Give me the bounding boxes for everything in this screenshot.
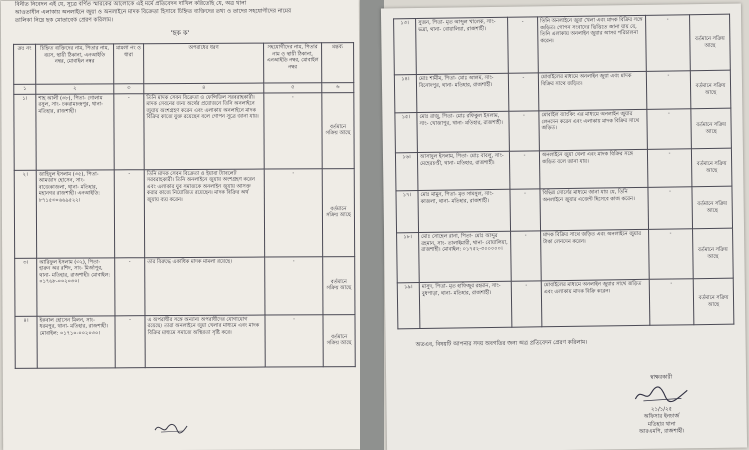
- offender-table-left: [13, 42, 356, 368]
- column-number: ২: [36, 84, 114, 94]
- person-cell: ইকবাল হোসেন মিলন, সাং- ধরমপুর, থানা- মতিহার, রাজশাহী। মোবাইল: ০১৭১০-০০২০৩০।: [37, 315, 115, 367]
- serial-cell: ১৮।: [397, 233, 420, 283]
- status-cell: বর্তমানে সক্রিয় আছে: [691, 108, 732, 149]
- case-cell: -: [115, 257, 145, 315]
- associates-cell: -: [647, 109, 692, 150]
- case-cell: -: [509, 111, 540, 151]
- signature-block: [616, 374, 707, 437]
- person-cell: জাহিদুল ইসলাম (৩৫), পিতা- আমজাদ হোসেন, সাং- বাজেকাজলা, থানা- মতিহার, মহানগর রাজশাহী। এনআইডি: ৮৭১৫৩০৬৬৯৫২২।: [36, 169, 114, 257]
- status-cell: বর্তমানে সক্রিয় আছে: [323, 256, 355, 314]
- case-cell: -: [115, 315, 145, 367]
- case-cell: -: [511, 231, 542, 281]
- signatory-title: অফিসার ইনচার্জ: [643, 413, 680, 420]
- person-cell: আরিফুল ইসলাম (৩২), পিতা- হারুন অর রশিদ, সাং- মির্জাপুর, থানা- মতিহার, রাজশাহী। মোবাইল: ০১৭৬৮-০০২০৩০।: [37, 257, 115, 315]
- column-number: ১: [14, 84, 36, 94]
- offense-cell: মোবাইলের মাধ্যমে অনলাইন জুয়ার সাথে জড়িত এবং এলাকায় মাদক বিক্রি করেন।: [541, 279, 650, 327]
- serial-cell: ২।: [14, 170, 36, 258]
- column-number: ৫: [264, 83, 322, 93]
- person-cell: মোঃ সোহেল রানা, পিতা- মোঃ আব্দুর রহমান, সাং- তালাইমারী, থানা- বোয়ালিয়া, রাজশাহী। মোবাইল: ০১৭৫২-৩০০০০০।: [419, 231, 512, 282]
- left-document-page: [1, 0, 361, 450]
- offense-cell: তিনি মাদক সেবন বিক্রেতা ও ইয়াবা ট্যাবলেট সরবরাহকারী। তিনি অনলাইনে জুয়ায় অংশগ্রহণ করেন এবং এলাকার যুব সমাজকে অনলাইন জুয়ায় আসক্ত করার কাজে নিয়োজিত রয়েছেন। মাদক বিক্রির অর্থ জুয়ায় ব্যয় করেন।: [144, 169, 264, 258]
- serial-cell: ১৪।: [394, 75, 417, 113]
- associates-cell: -: [648, 187, 693, 230]
- person-cell: মোঃ শামীম, পিতা- মোঃ আলম, সাং- বিনোদপুর, থানা- মতিহার, রাজশাহী।: [416, 73, 509, 112]
- status-cell: বর্তমানে সক্রিয় আছে: [693, 278, 734, 325]
- table-row: [395, 108, 732, 153]
- serial-cell: ১।: [14, 94, 36, 170]
- intro-line: বিনীত নিবেদন এই যে, সূত্রে বর্ণিত স্মারকের আলোকে এই মর্মে প্রতিবেদন দাখিল করিতেছি যে, অত্র থানা: [14, 0, 247, 8]
- associates-cell: -: [265, 314, 323, 366]
- status-cell: বর্তমানে সক্রিয় আছে: [690, 70, 731, 109]
- header-cell: মন্তব্য: [322, 43, 354, 83]
- page-gap: [360, 0, 384, 450]
- header-cell: চিহ্নিত ব্যক্তিদের নাম, পিতার নাম, বয়স, স্থায়ী ঠিকানা, এনআইডি নম্বর, মোবাইল নম্বর: [36, 44, 114, 84]
- offense-cell: মোবাইল ব্যাংকিং এর মাধ্যমে অনলাইন জুয়ার লেনদেন করেন এবং এলাকায় মাদক বিক্রির সাথে জড়িত।: [539, 109, 648, 151]
- table-row: [394, 70, 730, 113]
- signature-label: স্বাক্ষরকারী: [650, 374, 673, 381]
- table-header-row: [14, 43, 354, 85]
- table-row: [397, 278, 734, 329]
- column-number: ৬: [322, 83, 354, 93]
- status-cell: বর্তমানে সক্রিয় আছে: [322, 92, 354, 168]
- associates-cell: -: [649, 229, 694, 280]
- offense-cell: তিনি মাদক সেবন বিক্রেতা ও ফেন্সিডিল সরবরাহকারী। মাদক সেবনের জন্য অর্থের প্রয়োজনে তিনি অনলাইনে জুয়ায় অংশগ্রহণ করেন এবং এলাকায় অনলাইনে মাদক বিক্রির কাজে যুক্ত রয়েছেন বলে গোপন সূত্রে জানা যায়।: [144, 93, 264, 170]
- header-cell: মামলা নং ও ধারা: [114, 44, 144, 84]
- case-cell: -: [511, 281, 542, 327]
- status-cell: বর্তমানে সক্রিয় আছে: [690, 14, 731, 71]
- table-row: [14, 92, 354, 170]
- offense-cell: মোবাইলের মাধ্যমে অনলাইন জুয়া এবং মাদক বিক্রির সাথে জড়িত।: [538, 71, 647, 111]
- case-cell: -: [509, 151, 540, 189]
- offense-cell: তার বিরুদ্ধে একাধিক মাদক মামলা রয়েছে।: [145, 257, 265, 316]
- serial-cell: ১৭।: [396, 191, 419, 233]
- signatory-office: মতিহার থানা: [647, 420, 676, 428]
- status-cell: বর্তমানে সক্রিয় আছে: [693, 228, 734, 279]
- case-cell: -: [114, 169, 144, 257]
- table-row: [15, 256, 355, 316]
- person-cell: মোঃ রাজু, পিতা- মোঃ রফিকুল ইসলাম, সাং- খোজাপুর, থানা- মতিহার, রাজশাহী।: [417, 111, 510, 152]
- person-cell: মোঃ মামুন, পিতা- মৃত সামসুল, সাং- কাজলা, থানা- মতিহার, রাজশাহী।: [418, 189, 511, 232]
- status-cell: বর্তমানে সক্রিয় আছে: [323, 314, 355, 366]
- serial-cell: ৪।: [15, 316, 37, 368]
- serial-cell: ১৫।: [395, 113, 418, 153]
- associates-cell: -: [649, 279, 694, 326]
- serial-cell: ১৩।: [394, 19, 417, 75]
- table-row: [394, 14, 731, 75]
- associates-cell: -: [647, 149, 692, 188]
- associates-cell: -: [646, 71, 691, 110]
- serial-cell: ৩।: [15, 258, 37, 316]
- serial-cell: ১৯।: [397, 283, 420, 329]
- associates-cell: -: [646, 15, 691, 72]
- table-row: [395, 148, 731, 191]
- table-row: [397, 228, 734, 283]
- table-row: [396, 186, 733, 233]
- intro-line: তালিকা নিম্নে ছক মোতাবেক প্রেরণ করিলাম।: [14, 17, 114, 24]
- status-cell: বর্তমানে সক্রিয় আছে: [691, 148, 732, 187]
- column-number: ৩: [114, 84, 144, 94]
- closing-statement: অতএব, বিষয়টি আপনার সদয় অবগতির জন্য অত্র প্রতিবেদন প্রেরণ করিলাম।: [415, 339, 588, 349]
- associates-cell: -: [265, 256, 323, 314]
- offense-cell: এ অপরাধীর সঙ্গে অন্যান্য অপরাধীদের যোগাযোগ রয়েছে। তারা অনলাইনে জুয়া খেলার মাধ্যমে এবং মাদক বিক্রির মাধ্যমে সমাজে অস্থিরতা সৃষ্টি করে।: [145, 315, 265, 368]
- offender-table-right: [393, 14, 734, 330]
- signature-date: ২১/১/২৫: [650, 406, 673, 413]
- intro-line: আওতাধীন এলাকায় অনলাইনে জুয়া ও অনলাইনে মাদক বিক্রেতা হিসাবে চিহ্নিত ব্যক্তিদের তথ্য ও তাদের সহযোগীদের নামের: [14, 8, 292, 16]
- table-caption: 'ছক ক': [170, 28, 190, 38]
- status-cell: বর্তমানে সক্রিয় আছে: [322, 168, 354, 256]
- person-cell: মাসুদ, পিতা- মৃত হাফিজুর রহমান, সাং- বুধপাড়া, থানা- মতিহার, রাজশাহী।: [419, 281, 512, 328]
- header-cell: ক্রঃ নং: [14, 44, 36, 84]
- offense-cell: অনলাইনে জুয়া খেলা এবং মাদক বিক্রির সঙ্গে জড়িত বলে জানা যায়।: [539, 149, 648, 189]
- offense-cell: মাদক বিক্রির সাথে জড়িত এবং অনলাইনে জুয়ার টাকা লেনদেন করেন।: [541, 229, 650, 281]
- column-number: ৪: [144, 83, 264, 93]
- handwritten-signature: [631, 384, 691, 405]
- person-cell: সুজন, পিতা- মৃত আব্দুল খালেক, সাং- ভদ্রা, থানা- বোয়ালিয়া, রাজশাহী।: [416, 17, 509, 74]
- case-cell: -: [510, 189, 541, 231]
- offense-cell: বিভিন্ন সোর্সের মাধ্যমে জানা যায় যে, তিনি অনলাইনে জুয়ার এজেন্ট হিসেবে কাজ করেন।: [540, 187, 649, 231]
- associates-cell: -: [264, 92, 322, 168]
- case-cell: -: [508, 17, 539, 73]
- header-cell: অপরাধের ধরণ: [144, 43, 264, 84]
- person-cell: আসাদুল ইসলাম, পিতা- মোঃ বাবলু, সাং- মেহেরচণ্ডী, থানা- মতিহার, রাজশাহী।: [417, 151, 510, 190]
- table-row: [14, 168, 354, 258]
- serial-cell: ১৬।: [395, 153, 418, 191]
- signatory-location: আরএমপি, রাজশাহী।: [639, 428, 685, 435]
- associates-cell: -: [264, 168, 322, 256]
- initial-signature: [153, 420, 189, 440]
- case-cell: -: [114, 93, 144, 169]
- right-document-page: [381, 4, 747, 450]
- status-cell: বর্তমানে সক্রিয় আছে: [692, 186, 733, 229]
- person-cell: শাহ আলী (৩৮), পিতা- গোলাম রসুল, সাং- চকরামচন্দ্রপুর, থানা- মতিহার, রাজশাহী।: [36, 93, 114, 169]
- header-cell: সহযোগীদের নাম, পিতার নাম ও স্থায়ী ঠিকানা, এনআইডি নম্বর, মোবাইল নম্বর: [264, 43, 322, 83]
- case-cell: -: [508, 73, 539, 111]
- intro-paragraph: [1, 0, 359, 25]
- table-row: [15, 314, 355, 368]
- offense-cell: তিনি অনলাইনে জুয়া খেলা এবং মাদক বিক্রির সঙ্গে জড়িত। গোপন সংবাদের ভিত্তিতে জানা যায় যে, তিনি এলাকায় অনলাইন জুয়ার আসর পরিচালনা করেন।: [538, 15, 647, 73]
